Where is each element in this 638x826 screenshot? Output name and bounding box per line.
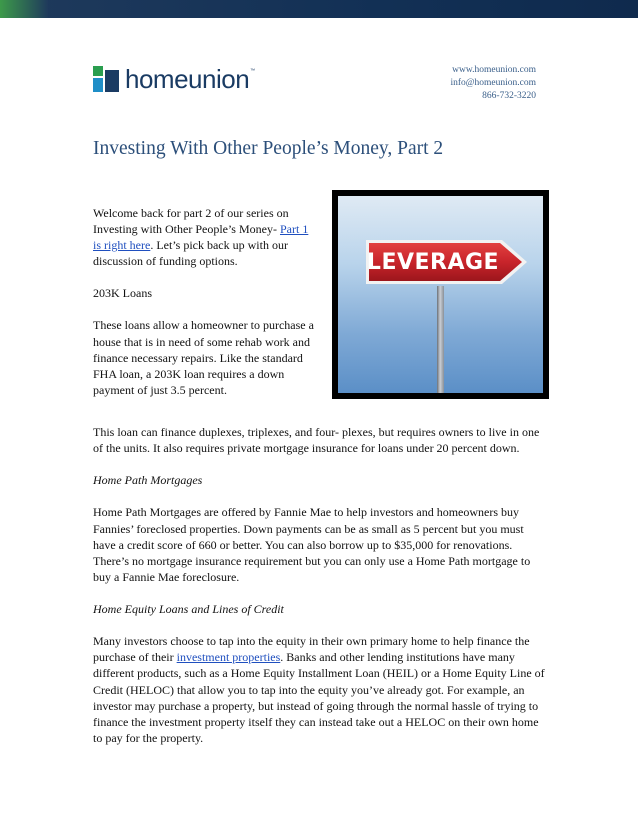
section-203k-more: This loan can finance duplexes, triplexes, and four- plexes, but requires owners to live in one of the units. It also requires private mortgage insurance for loans under 20 percent down. [93,425,540,456]
website-link[interactable]: www.homeunion.com [452,65,536,75]
section-heloc-heading: Home Equity Loans and Lines of Credit [93,602,284,617]
section-203k-heading: 203K Loans [93,286,152,301]
email-link[interactable]: info@homeunion.com [450,78,536,88]
contact-info [450,64,536,103]
intro-paragraph [93,205,315,269]
sign-text: LEVERAGE [366,249,500,275]
sign-pole [437,286,444,393]
sky-background [338,196,543,393]
top-banner-accent [0,0,48,18]
leverage-sign [364,238,529,291]
top-banner [0,0,638,18]
page-title: Investing With Other People’s Money, Part 2 [93,138,444,159]
brand-name: homeunion [125,63,250,94]
homeunion-logo-icon [93,66,119,92]
intro-text: Welcome back for part 2 of our series on Investing with Other People’s Money- [93,206,289,237]
intro-text-after: . Let’s pick back up with our discussion of funding options. [93,238,288,269]
trademark-symbol: ™ [250,68,256,74]
section-heloc-text-after: . Banks and other lending institutions have many different products, such as a Home Equity Installment Loan (HEIL) or a Home Equity Line of Credit (HELOC) that allow you to tap into the equity you’ve already got. For example, an investor may purchase a property, but instead of going through the normal hassle of trying to finance the investment property itself they can instead take out a HELOC on their own home to pay for the property. [93,650,545,745]
part-1-link[interactable]: Part 1 is right here [93,222,309,253]
article-body [93,424,548,762]
section-203k-text: These loans allow a homeowner to purchase a house that is in need of some rehab work and finance necessary repairs. Like the standard FHA loan, a 203K loan requires a down payment of just 3.5 percent. [93,318,314,397]
brand-logo[interactable] [93,64,255,94]
leverage-image [332,190,549,399]
section-homepath-heading: Home Path Mortgages [93,473,203,488]
investment-properties-link[interactable]: investment properties [176,650,281,665]
phone-number: 866-732-3220 [482,91,536,101]
section-heloc-text: Many investors choose to tap into the equity in their own primary home to help finance the purchase of their [93,634,530,665]
section-heloc-paragraph [93,633,548,746]
intro-column [93,205,315,414]
section-homepath-text: Home Path Mortgages are offered by Fannie Mae to help investors and homeowners buy Fannies’ foreclosed properties. Down payments can be as small as 5 percent but you must have a credit score of 660 or better. You can also borrow up to $35,000 for renovations. There’s no mortgage insurance requirement but you can only use a Home Path mortgage to buy a Fannie Mae foreclosure. [93,505,531,584]
